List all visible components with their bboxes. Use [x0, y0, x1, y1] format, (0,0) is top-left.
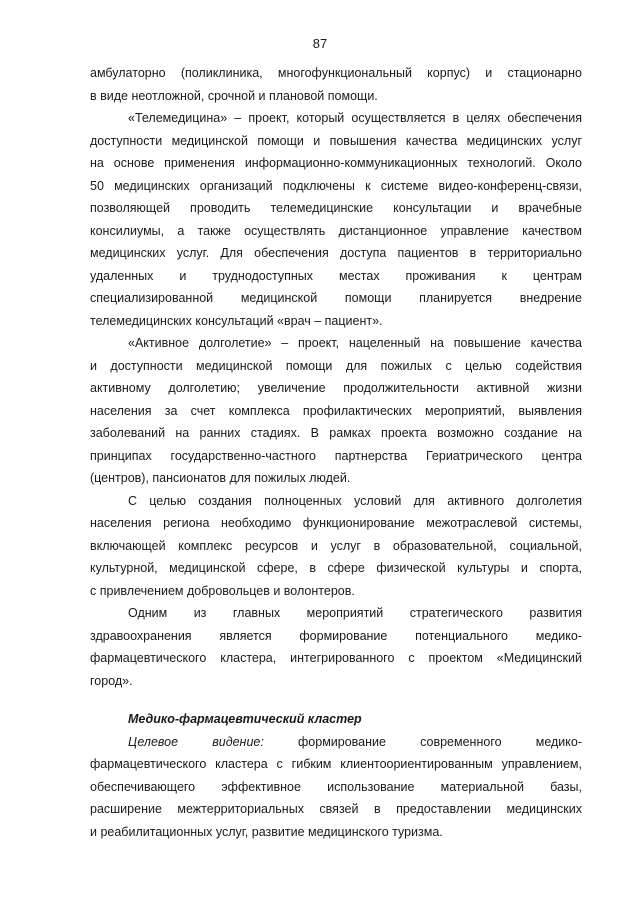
- text-line: телемедицинских консультаций «врач – пациент».: [90, 313, 383, 328]
- text-line: на основе применения информационно-коммуникационных технологий. Около: [90, 156, 582, 170]
- text-line: амбулаторно (поликлиника, многофункциональный корпус) и стационарно: [90, 66, 582, 80]
- text-line: населения региона необходимо функционирование межотраслевой системы,: [90, 516, 582, 530]
- section-gap: [90, 692, 582, 708]
- text-line: удаленных и труднодоступных местах проживания к центрам: [90, 268, 582, 283]
- page-number: 87: [312, 36, 328, 51]
- text-line: (центров), пансионатов для пожилых людей.: [90, 471, 351, 485]
- text-line: С целью создания полноценных условий для активного долголетия: [128, 493, 582, 508]
- text-line: с привлечением добровольцев и волонтеров.: [90, 583, 355, 598]
- vision-text: формирование современного медико-: [298, 734, 582, 749]
- text-line: и реабилитационных услуг, развитие медицинского туризма.: [90, 824, 443, 839]
- text-line: обеспечивающего эффективное использование материальной базы,: [90, 779, 582, 794]
- text-line: медицинских услуг. Для обеспечения доступа пациентов в территориально: [90, 246, 582, 260]
- text-line: принципах государственно-частного партнерства Гериатрического центра: [90, 448, 582, 463]
- text-line: доступности медицинской помощи и повышения качества медицинских услуг: [90, 133, 582, 148]
- text-line: расширение межтерриториальных связей в предоставлении медицинских: [90, 802, 582, 816]
- document-body: [90, 62, 582, 843]
- text-line: заболеваний на ранних стадиях. В рамках проекта возможно создание на: [90, 426, 582, 440]
- section-heading: Медико-фармацевтический кластер: [128, 712, 362, 726]
- text-line: в виде неотложной, срочной и плановой помощи.: [90, 88, 378, 103]
- text-line: консилиумы, а также осуществлять дистанционное управление качеством: [90, 223, 582, 238]
- text-line: Одним из главных мероприятий стратегического развития: [128, 606, 582, 620]
- text-line: включающей комплекс ресурсов и услуг в образовательной, социальной,: [90, 538, 582, 553]
- text-line: здравоохранения является формирование потенциального медико-: [90, 628, 582, 643]
- text-line: «Активное долголетие» – проект, нацеленный на повышение качества: [128, 336, 582, 350]
- text-line: 50 медицинских организаций подключены к системе видео-конференц-связи,: [90, 178, 582, 193]
- text-line: позволяющей проводить телемедицинские консультации и врачебные: [90, 201, 582, 215]
- text-line: активному долголетию; увеличение продолжительности активной жизни: [90, 381, 582, 395]
- text-line: «Телемедицина» – проект, который осуществляется в целях обеспечения: [128, 111, 582, 125]
- vision-label: Целевое видение:: [128, 734, 264, 749]
- text-line: и доступности медицинской помощи для пожилых с целью содействия: [90, 358, 582, 373]
- text-line: специализированной медицинской помощи планируется внедрение: [90, 291, 582, 305]
- text-line: город».: [90, 673, 133, 688]
- text-line: культурной, медицинской сфере, в сфере физической культуры и спорта,: [90, 561, 582, 575]
- text-line: фармацевтического кластера, интегрированного с проектом «Медицинский: [90, 651, 582, 665]
- text-line: населения за счет комплекса профилактических мероприятий, выявления: [90, 403, 582, 418]
- text-line: фармацевтического кластера с гибким клиентоориентированным управлением,: [90, 757, 582, 771]
- vision-line: [90, 731, 582, 754]
